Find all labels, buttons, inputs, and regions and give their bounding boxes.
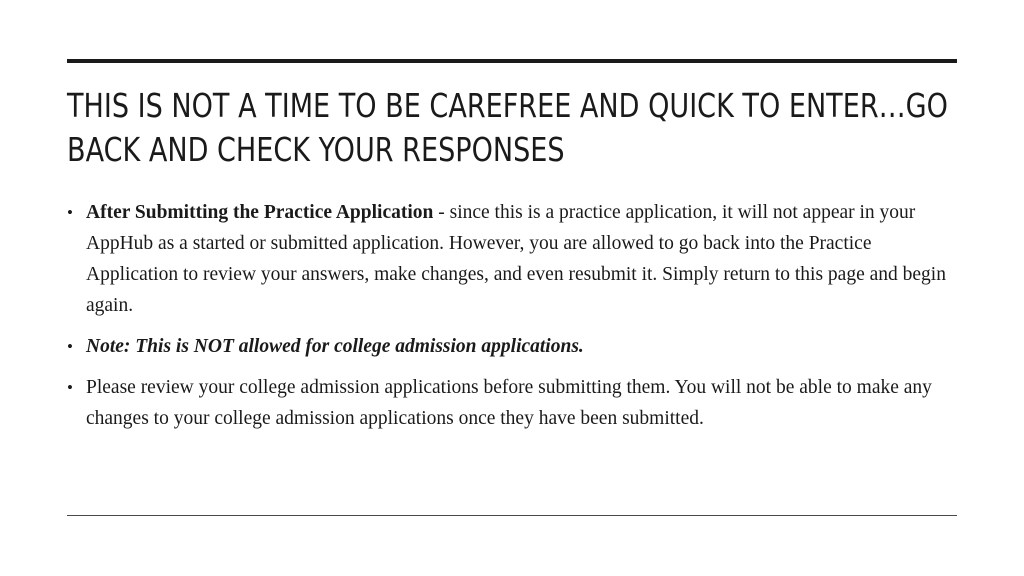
bullet-item-note [67, 331, 957, 362]
bullet-body-text: - since this is a practice application, it will not appear in your AppHub as a started or submitted application. However, you are allowed to go back into the Practice Application to review your answers, make changes, and even resubmit it. Simply return to this page and begin again. [86, 202, 946, 316]
bullet-body-text: Please review your college admission applications before submitting them. You will not be able to make any changes to your college admission applications once they have been submitted. [86, 377, 932, 429]
bullet-item-practice-application [67, 197, 957, 321]
bullet-marker: • [67, 337, 73, 356]
bottom-divider [67, 515, 957, 516]
bullet-marker: • [67, 203, 73, 222]
bullet-marker: • [67, 378, 73, 397]
bullet-list [67, 197, 957, 444]
bullet-lead-text: After Submitting the Practice Application [86, 202, 434, 223]
bullet-item-review [67, 372, 957, 434]
slide-title: THIS IS NOT A TIME TO BE CAREFREE AND QUICK TO ENTER…GO BACK AND CHECK YOUR RESPONSES [67, 86, 948, 169]
top-divider [67, 59, 957, 63]
note-text: Note: This is NOT allowed for college admission applications. [86, 336, 584, 357]
